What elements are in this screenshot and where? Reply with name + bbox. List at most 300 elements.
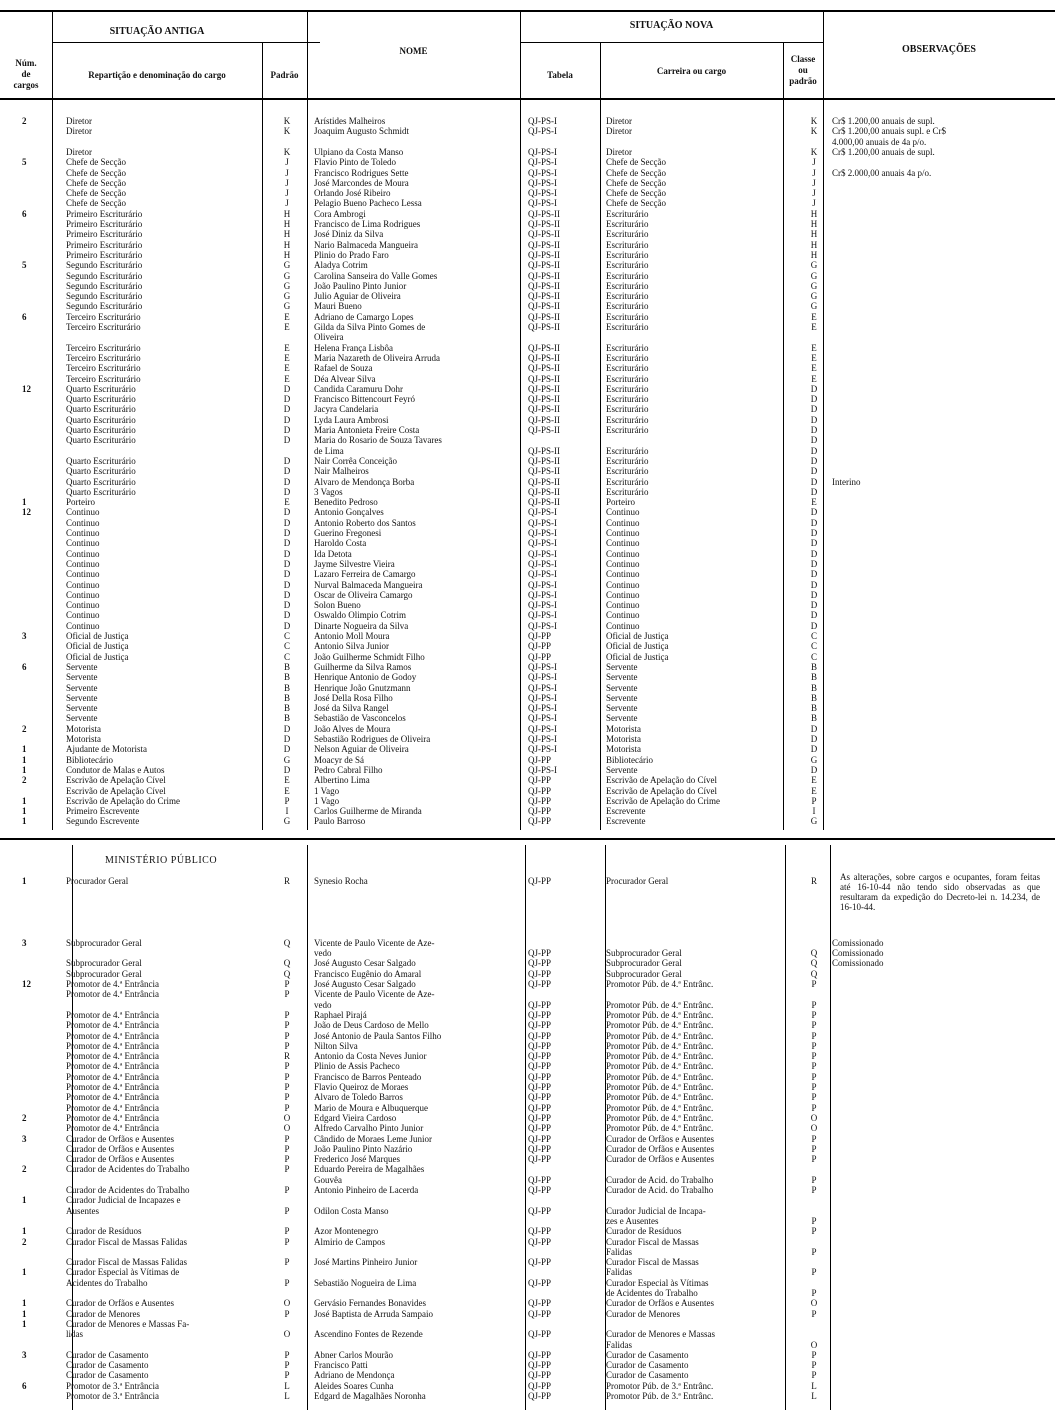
cell-carreira: Promotor Púb. de 4.ª Entrânc.	[606, 1112, 714, 1123]
cell-carreira: de Acidentes do Trabalho	[606, 1288, 698, 1298]
cell-classe: E	[811, 785, 817, 796]
cell-num-cargos: 1	[22, 744, 27, 755]
cell-classe: P	[811, 1246, 817, 1257]
cell-cargo: Segundo Escriturário	[66, 301, 143, 312]
cell-tabela: QJ-PP	[528, 1102, 552, 1113]
cell-tabela: QJ-PP	[528, 1308, 552, 1319]
cell-padrao: L	[284, 1391, 290, 1401]
section-title: MINISTÉRIO PÚBLICO	[105, 855, 218, 866]
cell-tabela: QJ-PP	[528, 631, 552, 641]
cell-padrao: R	[283, 876, 290, 886]
cell-cargo: Primeiro Escrevente	[66, 806, 140, 817]
cell-num-cargos: 3	[22, 937, 27, 948]
cell-nome: José Baptista de Arruda Sampaio	[314, 1308, 433, 1319]
table-row	[0, 1072, 1055, 1082]
cell-cargo: Curador de Acidentes do Trabalho	[66, 1185, 190, 1195]
cell-cargo: Escrivão de Apelação Cível	[66, 775, 166, 786]
cell-padrao: J	[285, 167, 289, 178]
table-row	[0, 332, 1055, 342]
table-row	[0, 477, 1055, 487]
cell-padrao: D	[283, 744, 291, 755]
cell-tabela: QJ-PP	[528, 785, 552, 796]
table-row	[0, 456, 1055, 466]
table-row	[0, 1164, 1055, 1174]
cell-padrao: P	[284, 1133, 290, 1144]
cell-cargo: Motorista	[66, 734, 101, 744]
cell-classe: P	[811, 1143, 817, 1154]
cell-cargo: Ausentes	[66, 1205, 99, 1216]
cell-num-cargos: 6	[22, 661, 27, 672]
cell-nome: Albertino Lima	[314, 775, 370, 786]
cell-classe: E	[811, 352, 817, 363]
cell-cargo: Segundo Escriturário	[66, 260, 143, 271]
cell-carreira: Curador de Casamento	[606, 1370, 689, 1381]
table-row	[0, 958, 1055, 968]
cell-tabela: QJ-PS-I	[528, 198, 558, 209]
cell-tabela: QJ-PP	[528, 1061, 552, 1072]
cell-nome: João Paulino Pinto Junior	[314, 280, 407, 291]
cell-nome: Mario de Moura e Albuquerque	[314, 1102, 428, 1113]
cell-classe: E	[811, 373, 817, 384]
cell-nome: Nair Corrêa Conceição	[314, 455, 397, 466]
cell-nome: Almirio de Campos	[314, 1236, 385, 1247]
cell-padrao: D	[283, 507, 291, 518]
cell-carreira: Oficial de Justiça	[606, 631, 669, 641]
cell-num-cargos: 2	[22, 775, 27, 786]
cell-carreira: Curador de Orfãos e Ausentes	[606, 1143, 714, 1154]
cell-tabela: QJ-PS-I	[528, 538, 558, 549]
cell-carreira: Diretor	[606, 116, 632, 126]
cell-carreira: Escriturário	[606, 425, 649, 435]
cell-carreira: Escriturário	[606, 291, 649, 302]
cell-padrao: D	[283, 558, 291, 569]
table-row	[0, 157, 1055, 167]
cell-num-cargos: 6	[22, 208, 27, 219]
table-row	[0, 796, 1055, 806]
cell-num-cargos: 12	[22, 979, 31, 989]
cell-carreira: Escriturário	[606, 301, 649, 312]
cell-classe: G	[810, 291, 818, 302]
cell-tabela: QJ-PS-II	[528, 404, 561, 415]
cell-classe: D	[810, 723, 818, 734]
col-num-line1: Núm.	[15, 58, 37, 68]
cell-classe: R	[810, 876, 817, 886]
table-row	[0, 147, 1055, 157]
cell-num-cargos: 1	[22, 1267, 27, 1278]
table-row	[0, 1061, 1055, 1071]
cell-nome: Maria Antonieta Freire Costa	[314, 425, 420, 435]
cell-nome: Gervásio Fernandes Bonavides	[314, 1298, 426, 1309]
cell-tabela: QJ-PS-II	[528, 363, 561, 374]
table-row	[0, 775, 1055, 785]
cell-padrao: E	[284, 311, 290, 322]
table-row	[0, 1288, 1055, 1298]
col-classe-line2: ou	[798, 65, 808, 75]
cell-tabela: QJ-PP	[528, 1360, 552, 1371]
cell-cargo: Curador Fiscal de Massas Falidas	[66, 1236, 187, 1247]
cell-padrao: K	[283, 146, 291, 157]
cell-num-cargos: 3	[22, 631, 27, 641]
cell-tabela: QJ-PS-I	[528, 610, 558, 621]
cell-cargo: Quarto Escriturário	[66, 455, 136, 466]
cell-cargo: Continuo	[66, 548, 100, 559]
cell-tabela: QJ-PP	[528, 1277, 552, 1288]
cell-padrao: P	[284, 1257, 290, 1268]
cell-padrao: O	[283, 1112, 291, 1123]
cell-tabela: QJ-PP	[528, 1082, 552, 1092]
cell-classe: D	[810, 600, 818, 611]
cell-tabela: QJ-PS-I	[528, 661, 558, 672]
table-row	[0, 281, 1055, 291]
cell-nome: Gouvêa	[314, 1174, 342, 1185]
cell-tabela: QJ-PP	[528, 1174, 552, 1185]
cell-nome: Solon Bueno	[314, 600, 361, 611]
cell-carreira: Falidas	[606, 1246, 632, 1257]
cell-padrao: H	[283, 239, 291, 250]
cell-cargo: Curador de Casamento	[66, 1349, 149, 1360]
cell-classe: G	[810, 816, 818, 827]
cell-classe: C	[810, 631, 817, 641]
cell-cargo: Diretor	[66, 116, 92, 126]
cell-tabela: QJ-PS-II	[528, 301, 561, 312]
cell-classe: H	[810, 208, 818, 219]
cell-classe: L	[811, 1380, 817, 1391]
cell-carreira: Escriturário	[606, 373, 649, 384]
cell-observacao: Comissionado	[832, 958, 884, 969]
table-row	[0, 415, 1055, 425]
table-row	[0, 703, 1055, 713]
cell-padrao: P	[284, 1277, 290, 1288]
cell-carreira: Escriturário	[606, 476, 649, 487]
table-row	[0, 1226, 1055, 1236]
cell-classe: P	[811, 1133, 817, 1144]
cell-carreira: Subprocurador Geral	[606, 958, 682, 969]
section-rule	[0, 838, 1055, 840]
table-row	[0, 631, 1055, 641]
cell-carreira: Servente	[606, 764, 638, 775]
cell-tabela: QJ-PP	[528, 1020, 552, 1031]
cell-tabela: QJ-PS-II	[528, 322, 561, 332]
cell-nome: Carlos Guilherme de Miranda	[314, 806, 422, 817]
cell-classe: H	[810, 219, 818, 229]
cell-tabela: QJ-PS-I	[528, 692, 558, 703]
cell-nome: Jacyra Candelaria	[314, 404, 379, 415]
cell-classe: D	[810, 507, 818, 518]
cell-cargo: Primeiro Escriturário	[66, 249, 143, 260]
table-row	[0, 250, 1055, 260]
cell-num-cargos: 1	[22, 876, 27, 886]
cell-padrao: D	[283, 528, 291, 538]
cell-nome: Francisco de Barros Penteado	[314, 1071, 422, 1082]
table-row	[0, 693, 1055, 703]
cell-tabela: QJ-PP	[528, 1071, 552, 1082]
table-row	[0, 1319, 1055, 1329]
cell-carreira: Escriturário	[606, 455, 649, 466]
cell-nome: Candida Caramuru Dohr	[314, 383, 403, 394]
cell-classe: E	[811, 311, 817, 322]
cell-carreira: Continuo	[606, 538, 640, 549]
cell-cargo: Continuo	[66, 528, 100, 538]
cell-cargo: Escrivão de Apelação Cível	[66, 785, 166, 796]
cell-tabela: QJ-PS-II	[528, 394, 561, 405]
cell-tabela: QJ-PP	[528, 775, 552, 786]
table-row	[0, 229, 1055, 239]
col-classe-line3: padrão	[789, 76, 817, 86]
cell-padrao: H	[283, 249, 291, 260]
table-row	[0, 353, 1055, 363]
cell-carreira: Oficial de Justiça	[606, 651, 669, 662]
table-row	[0, 969, 1055, 979]
cell-carreira: Curador de Menores	[606, 1308, 680, 1319]
cell-nome: Dinarte Nogueira da Silva	[314, 620, 409, 631]
cell-nome: José Augusto Cesar Salgado	[314, 979, 416, 989]
cell-cargo: Oficial de Justiça	[66, 631, 129, 641]
cell-classe: C	[810, 641, 817, 652]
cell-classe: D	[810, 734, 818, 744]
cell-cargo: Curador de Casamento	[66, 1370, 149, 1381]
table-row	[0, 466, 1055, 476]
cell-cargo: Curador de Orfãos e Ausentes	[66, 1133, 174, 1144]
cell-carreira: Escriturário	[606, 280, 649, 291]
cell-carreira: Motorista	[606, 744, 641, 755]
cell-carreira: Curador de Acid. do Trabalho	[606, 1185, 714, 1195]
cell-classe: D	[810, 445, 818, 456]
cell-padrao: P	[284, 1092, 290, 1103]
table-row	[0, 549, 1055, 559]
table-row	[0, 610, 1055, 620]
cell-cargo: Promotor de 4.ª Entrância	[66, 1102, 159, 1113]
cell-nome: Arístides Malheiros	[314, 116, 386, 126]
table-row	[0, 1381, 1055, 1391]
cell-cargo: Segundo Escriturário	[66, 270, 143, 281]
cell-carreira: Curador de Acid. do Trabalho	[606, 1174, 714, 1185]
cell-nome: Plinio de Assis Pacheco	[314, 1061, 400, 1072]
cell-num-cargos: 5	[22, 157, 27, 168]
cell-tabela: QJ-PP	[528, 1030, 552, 1041]
cell-nome: Julio Aguiar de Oliveira	[314, 291, 401, 302]
table-row	[0, 1092, 1055, 1102]
cell-padrao: H	[283, 229, 291, 240]
col-nome-header: NOME	[399, 46, 428, 56]
table-row	[0, 1278, 1055, 1288]
cell-padrao: E	[284, 373, 290, 384]
cell-nome: José Della Rosa Filho	[314, 692, 393, 703]
table-row	[0, 260, 1055, 270]
cell-nome: Oscar de Oliveira Camargo	[314, 589, 413, 600]
table-row	[0, 116, 1055, 126]
cell-nome: Rafael de Souza	[314, 363, 373, 374]
cell-tabela: QJ-PS-II	[528, 342, 561, 353]
cell-cargo: Curador Judicial de Incapazes e	[66, 1195, 181, 1206]
cell-padrao: P	[284, 979, 290, 989]
cell-cargo: Curador de Casamento	[66, 1360, 149, 1371]
cell-nome: Antonio Moll Moura	[314, 631, 390, 641]
table-row	[0, 538, 1055, 548]
cell-padrao: K	[283, 126, 291, 137]
cell-nome: Aladya Cotrim	[314, 260, 368, 271]
table-row	[0, 569, 1055, 579]
cell-nome: José Martins Pinheiro Junior	[314, 1257, 418, 1268]
cell-carreira: Promotor Púb. de 4.ª Entrânc.	[606, 999, 714, 1010]
cell-padrao: L	[284, 1380, 290, 1391]
cell-carreira: Promotor Púb. de 4.ª Entrânc.	[606, 1051, 714, 1062]
cell-tabela: QJ-PP	[528, 999, 552, 1010]
cell-cargo: Servente	[66, 682, 98, 693]
table-row	[0, 271, 1055, 281]
table-row	[0, 621, 1055, 631]
cell-carreira: Continuo	[606, 620, 640, 631]
cell-num-cargos: 2	[22, 116, 27, 126]
cell-carreira: Promotor Púb. de 4.ª Entrânc.	[606, 1123, 714, 1134]
cell-classe: H	[810, 249, 818, 260]
cell-nome: Antonio da Costa Neves Junior	[314, 1051, 427, 1062]
cell-carreira: Promotor Púb. de 4.ª Entrânc.	[606, 1071, 714, 1082]
cell-cargo: Promotor de 3.ª Entrância	[66, 1380, 159, 1391]
cell-num-cargos: 1	[22, 1226, 27, 1237]
table-row	[0, 886, 1055, 896]
cell-carreira: Promotor Púb. de 3.ª Entrânc.	[606, 1380, 714, 1391]
cell-carreira: Curador de Resíduos	[606, 1226, 682, 1237]
col-tabela-header: Tabela	[547, 70, 573, 80]
cell-cargo: Acidentes do Trabalho	[66, 1277, 148, 1288]
table-row	[0, 312, 1055, 322]
cell-classe: P	[811, 1102, 817, 1113]
cell-padrao: B	[283, 661, 290, 672]
cell-nome: Nair Malheiros	[314, 466, 369, 477]
col-carreira-header: Carreira ou cargo	[656, 66, 727, 76]
cell-tabela: QJ-PP	[528, 1092, 552, 1103]
cell-tabela: QJ-PS-II	[528, 476, 561, 487]
table-row	[0, 168, 1055, 178]
cell-nome: José Antonio de Paula Santos Filho	[314, 1030, 442, 1041]
cell-cargo: Curador de Menores e Massas Fa-	[66, 1318, 190, 1329]
table-row	[0, 600, 1055, 610]
cell-padrao: P	[284, 1370, 290, 1381]
cell-padrao: C	[283, 631, 290, 641]
col-num-line2: de	[21, 69, 31, 79]
cell-classe: D	[810, 569, 818, 580]
cell-cargo: lidas	[66, 1329, 83, 1340]
cell-classe: P	[811, 1030, 817, 1041]
cell-cargo: Segundo Escriturário	[66, 280, 143, 291]
cell-observacao: Interino	[832, 476, 861, 487]
cell-classe: P	[811, 999, 817, 1010]
cell-classe: D	[810, 425, 818, 435]
cell-classe: J	[812, 177, 816, 188]
cell-cargo: Primeiro Escriturário	[66, 229, 143, 240]
cell-carreira: Escrivão de Apelação do Cível	[606, 775, 717, 786]
cell-observacao: 4.000,00 anuais de 4a p/o.	[832, 136, 927, 147]
cell-tabela: QJ-PS-II	[528, 229, 561, 240]
cell-nome: Maria do Rosario de Souza Tavares	[314, 435, 442, 446]
table-row	[0, 897, 1055, 907]
cell-nome: Francisco Eugênio do Amaral	[314, 968, 422, 979]
cell-nome: Paulo Barroso	[314, 816, 366, 827]
cell-cargo: Segundo Escriturário	[66, 291, 143, 302]
cell-carreira: Escriturário	[606, 322, 649, 332]
cell-carreira: Chefe de Secção	[606, 188, 666, 199]
cell-classe: D	[810, 538, 818, 549]
cell-classe: P	[811, 1215, 817, 1226]
cell-padrao: J	[285, 188, 289, 199]
cell-carreira: Escriturário	[606, 249, 649, 260]
cell-padrao: G	[283, 270, 291, 281]
cell-tabela: QJ-PS-II	[528, 373, 561, 384]
cell-padrao: P	[284, 1360, 290, 1371]
cell-classe: P	[811, 1020, 817, 1031]
cell-carreira: Escriturário	[606, 466, 649, 477]
cell-nome: 3 Vagos	[314, 486, 343, 497]
cell-cargo: Promotor de 4.ª Entrância	[66, 1051, 159, 1062]
table-row	[0, 446, 1055, 456]
cell-padrao: E	[284, 342, 290, 353]
cell-padrao: B	[283, 703, 290, 714]
cell-padrao: I	[285, 806, 289, 817]
cell-tabela: QJ-PS-I	[528, 682, 558, 693]
cell-tabela: QJ-PP	[528, 651, 552, 662]
table-row	[0, 1134, 1055, 1144]
cell-tabela: QJ-PS-I	[528, 146, 558, 157]
cell-classe: G	[810, 260, 818, 271]
table-row	[0, 209, 1055, 219]
cell-padrao: D	[283, 620, 291, 631]
table-row	[0, 1360, 1055, 1370]
table-row	[0, 816, 1055, 826]
cell-nome: Gilda da Silva Pinto Gomes de	[314, 322, 426, 332]
cell-tabela: QJ-PP	[528, 1009, 552, 1020]
cell-tabela: QJ-PS-II	[528, 270, 561, 281]
cell-cargo: Promotor de 4.ª Entrância	[66, 1020, 159, 1031]
cell-carreira: Diretor	[606, 146, 632, 157]
cell-tabela: QJ-PS-II	[528, 352, 561, 363]
cell-nome: Lyda Laura Ambrosi	[314, 414, 389, 425]
cell-cargo: Continuo	[66, 600, 100, 611]
cell-classe: B	[810, 713, 817, 724]
cell-tabela: QJ-PS-I	[528, 116, 558, 126]
cell-cargo: Chefe de Secção	[66, 157, 126, 168]
cell-carreira: Servente	[606, 703, 638, 714]
cell-cargo: Escrivão de Apelação do Crime	[66, 795, 180, 806]
cell-cargo: Primeiro Escriturário	[66, 208, 143, 219]
cell-cargo: Diretor	[66, 126, 92, 137]
table-row	[0, 384, 1055, 394]
cell-classe: K	[810, 126, 818, 137]
cell-nome: Francisco de Lima Rodrigues	[314, 219, 421, 229]
cell-nome: Eduardo Pereira de Magalhães	[314, 1164, 425, 1175]
cell-padrao: D	[283, 734, 291, 744]
cell-nome: José Augusto Cesar Salgado	[314, 958, 416, 969]
cell-nome: Oswaldo Olimpio Cotrim	[314, 610, 406, 621]
cell-tabela: QJ-PS-II	[528, 497, 561, 508]
table-row	[0, 1154, 1055, 1164]
header-bottom-rule	[0, 98, 1055, 100]
cell-nome: Lazaro Ferreira de Camargo	[314, 569, 416, 580]
cell-cargo: Terceiro Escriturário	[66, 322, 141, 332]
table-row	[0, 806, 1055, 816]
cell-tabela: QJ-PP	[528, 979, 552, 989]
cell-tabela: QJ-PS-II	[528, 486, 561, 497]
cell-num-cargos: 1	[22, 764, 27, 775]
cell-padrao: P	[284, 1154, 290, 1165]
cell-classe: P	[811, 1185, 817, 1195]
cell-nome: Helena França Lisbôa	[314, 342, 393, 353]
cell-tabela: QJ-PS-I	[528, 517, 558, 528]
cell-tabela: QJ-PS-I	[528, 620, 558, 631]
table-row	[0, 734, 1055, 744]
cell-nome: Mauri Bueno	[314, 301, 362, 312]
cell-nome: Antonio Pinheiro de Lacerda	[314, 1185, 419, 1195]
cell-tabela: QJ-PS-II	[528, 208, 561, 219]
